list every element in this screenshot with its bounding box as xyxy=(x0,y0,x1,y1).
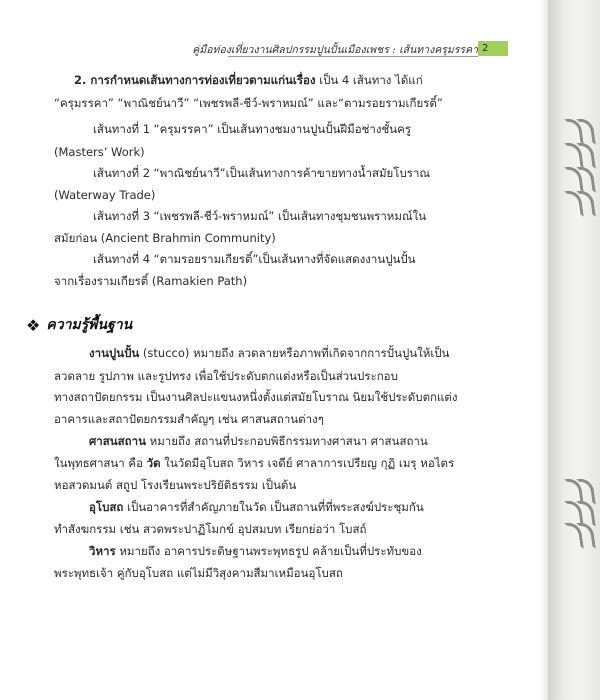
ubosot-line1 xyxy=(89,499,424,515)
religious-site-line3: หอสวดมนต์ สถูป โรงเรียนพระปริยัติธรรม เป็นต้น xyxy=(54,478,297,492)
diamond-bullet-icon: ❖ xyxy=(26,315,41,335)
stucco-line4: อาคารและสถาปัตยกรรมสำคัญๆ เช่น ศาสนสถานต่างๆ xyxy=(54,412,324,426)
route-1-line2: (Masters’ Work) xyxy=(54,145,145,159)
knowledge-section-heading xyxy=(26,314,132,336)
route-2-line2: (Waterway Trade) xyxy=(54,188,156,202)
route-intro-line1 xyxy=(74,72,423,88)
ubosot-term: อุโบสถ xyxy=(89,500,124,514)
stucco-line2: ลวดลาย รูปภาพ และรูปทรง เพื่อใช้ประดับตกแต่งหรือเป็นส่วนประกอบ xyxy=(54,369,398,383)
ubosot-line2: ทำสังฆกรรม เช่น สวดพระปาฏิโมกข์ อุปสมบท เรียกย่อว่า โบสถ์ xyxy=(54,522,367,536)
viharn-line1 xyxy=(89,543,422,559)
header-title: คู่มือท่องเที่ยวงานศิลปกรรมปูนปั้นเมืองเพชร : เส้นทางครุมรรคา xyxy=(192,44,478,56)
religious-site-line2-b: ในวัดมีอุโบสถ วิหาร เจดีย์ ศาลาการเปรียญ กุฏิ เมรุ หอไตร xyxy=(160,456,455,470)
route-3-line2: สมัยก่อน (Ancient Brahmin Community) xyxy=(54,231,276,245)
stucco-term: งานปูนปั้น xyxy=(89,346,140,360)
religious-site-line1 xyxy=(89,433,428,449)
viharn-line2: พระพุทธเจ้า คู่กับอุโบสถ แต่ไม่มีวิสุงคามสีมาเหมือนอุโบสถ xyxy=(54,566,343,580)
page-number-badge: 2 xyxy=(478,41,508,56)
stucco-line3: ทางสถาปัตยกรรม เป็นงานศิลปะแขนงหนึ่งตั้งแต่สมัยโบราณ นิยมใช้ประดับตกแต่ง xyxy=(54,390,458,404)
viharn-line1-rest: หมายถึง อาคารประดิษฐานพระพุทธรูป คล้ายเป็นที่ประทับของ xyxy=(115,544,422,558)
route-section-heading: 2. การกำหนดเส้นทางการท่องเที่ยวตามแก่นเรื่อง xyxy=(74,73,316,87)
religious-site-line1-rest: หมายถึง สถานที่ประกอบพิธีกรรมทางศาสนา ศาสนสถาน xyxy=(145,434,428,448)
route-2-line1: เส้นทางที่ 2 “พาณิชย์นาวี”เป็นเส้นทางการค้าขายทางน้ำสมัยโบราณ xyxy=(93,166,431,180)
wat-term: วัด xyxy=(146,456,161,470)
route-4-line1: เส้นทางที่ 4 “ตามรอยรามเกียรติ์”เป็นเส้นทางที่จัดแสดงงานปูนปั้น xyxy=(93,252,416,266)
knowledge-section-title: ความรู้พื้นฐาน xyxy=(46,317,133,333)
religious-site-line2-a: ในพุทธศาสนา คือ xyxy=(54,456,147,470)
route-3-line1: เส้นทางที่ 3 “เพชรพลี-ชีว์-พราหมณ์” เป็นเส้นทางชุมชนพราหมณ์ใน xyxy=(93,209,427,223)
binder-spine xyxy=(548,0,600,700)
route-intro-rest: เป็น 4 เส้นทาง ได้แก่ xyxy=(315,73,423,87)
stucco-line1-rest: (stucco) หมายถึง ลวดลายหรือภาพที่เกิดจากการปั้นปูนให้เป็น xyxy=(139,346,450,360)
route-1-line1: เส้นทางที่ 1 “ครุมรรคา” เป็นเส้นทางชมงานปูนปั้นฝีมือช่างชั้นครู xyxy=(93,122,412,136)
viharn-term: วิหาร xyxy=(89,544,116,558)
ubosot-line1-rest: เป็นอาคารที่สำคัญภายในวัด เป็นสถานที่ที่พระสงฆ์ประชุมกัน xyxy=(123,500,424,514)
header-underline xyxy=(228,56,478,57)
page-header xyxy=(0,40,548,58)
stucco-line1 xyxy=(89,345,449,361)
religious-site-line2 xyxy=(54,455,454,471)
religious-site-term: ศาสนสถาน xyxy=(89,434,146,448)
route-4-line2: จากเรื่องรามเกียรติ์ (Ramakien Path) xyxy=(54,274,248,288)
route-intro-line2: “ครุมรรคา” “พาณิชย์นาวี” “เพชรพลี-ชีว์-พราหมณ์” และ“ตามรอยรามเกียรติ์” xyxy=(54,96,443,110)
